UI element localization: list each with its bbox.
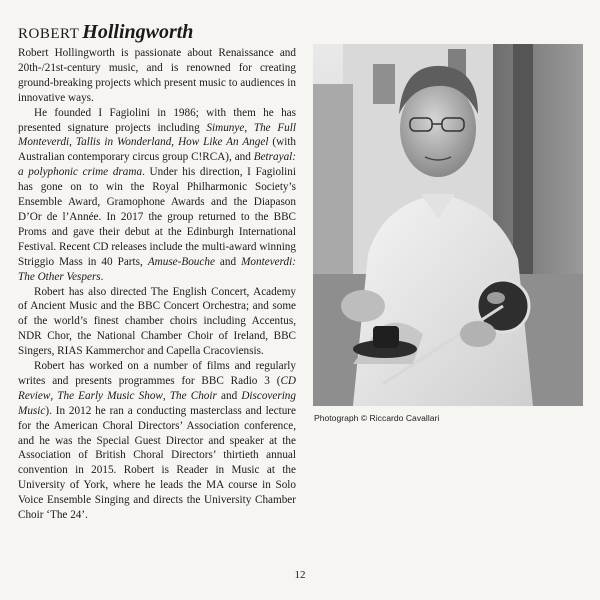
programme-title: CD Review (18, 374, 296, 402)
work-title: Tallis in Wonderland (75, 136, 172, 149)
text-run: , (171, 136, 179, 149)
text-run: (with Australian contemporary circus group C!RCA), and (18, 136, 297, 164)
title-first-name: ROBERT (18, 26, 80, 42)
bio-paragraph-1: Robert Hollingworth is passionate about Renaissance and 20th-/21st-century music, and is renowned for creating ground-breaking projects which present music to audiences in innovative ways. (18, 47, 296, 104)
photo-credit: Photograph © Riccardo Cavallari (314, 413, 440, 423)
bio-paragraph-4 (18, 359, 296, 523)
biography-text (18, 46, 296, 523)
text-run: . Under his direction, I Fagiolini has gone on to win the Royal Philharmonic Society’s Ensemble Award, Gramophone Awards and the Diapason D’Or de l’Année. In 2017 the group returned to the BBC Proms and gave their debut at the Edinburgh International Festival. Recent CD releases include the multi-award winning Striggio Mass in 40 Parts, (18, 166, 296, 268)
text-run: and (216, 389, 242, 402)
bio-paragraph-2 (18, 106, 296, 285)
text-run: Robert has worked on a number of films and regularly writes and presents programmes for BBC Radio 3 ( (18, 360, 296, 387)
page-number: 12 (294, 569, 306, 581)
text-run: , (50, 389, 58, 402)
title-last-name: Hollingworth (82, 21, 194, 43)
text-run: and (214, 255, 242, 268)
page-title (18, 22, 193, 42)
programme-title: Discovering Music (18, 389, 296, 417)
work-title: Betrayal: a polyphonic crime drama (18, 151, 296, 179)
work-title: The Full Monteverdi (18, 121, 296, 149)
work-title: Monteverdi: The Other Vespers (18, 255, 296, 283)
work-title: Simunye (206, 121, 245, 134)
text-run: , (69, 136, 76, 149)
bio-paragraph-3: Robert has also directed The English Concert, Academy of Ancient Music and the BBC Concert Orchestra; and some of the world’s finest chamber choirs including Accentus, NDR Chor, the National Chamber Choir of Ireland, BBC Singers, RIAS Kammerchor and Capella Cracoviensis. (18, 285, 296, 358)
text-run: He founded I Fagiolini in 1986; with them he has presented signature projects including (18, 106, 296, 134)
programme-title: The Choir (169, 389, 217, 402)
text-run: , (162, 389, 170, 402)
text-run: ). In 2012 he ran a conducting masterclass and lecture for the American Choral Directors’ Association conference, and he was the Special Guest Director and speaker at the Association of British Choral Directors’ thirtieth annual convention in 2015. Robert is Reader in Music at the University of York, where he leads the MA course in Solo Voice Ensemble Singing and directs the University Chamber Choir ‘The 24’. (18, 404, 296, 522)
text-run: . (100, 270, 104, 283)
text-run: , (244, 121, 254, 134)
portrait-photo (313, 44, 583, 406)
work-title: How Like An Angel (178, 136, 269, 149)
work-title: Amuse-Bouche (147, 255, 215, 268)
programme-title: The Early Music Show (57, 389, 163, 402)
